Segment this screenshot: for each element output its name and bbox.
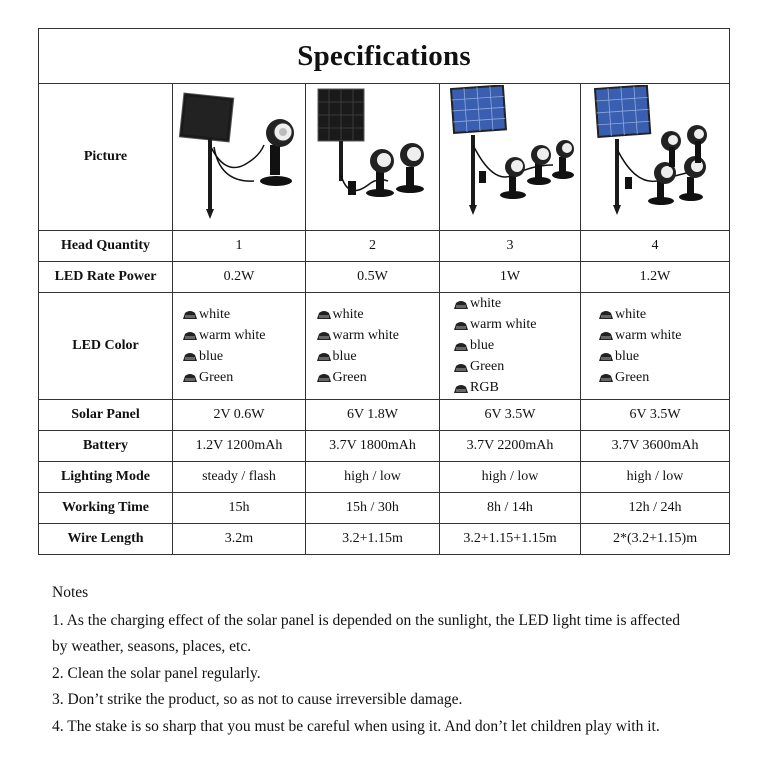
led-color-label: white: [332, 306, 364, 322]
led-color-label: white: [470, 296, 502, 311]
product-2-photo: [306, 84, 440, 231]
led-power-3: 1W: [440, 262, 581, 293]
solar-panel-3: 6V 3.5W: [440, 400, 581, 431]
battery-1: 1.2V 1200mAh: [173, 431, 306, 462]
lighting-mode-3: high / low: [440, 462, 581, 493]
led-color-label: blue: [332, 348, 357, 364]
lamp-icon: [453, 320, 469, 331]
led-color-label: warm white: [615, 327, 682, 343]
led-color-label: Green: [332, 369, 367, 385]
lamp-icon: [316, 351, 332, 362]
row-label-picture: Picture: [39, 84, 173, 231]
led-color-label: warm white: [470, 317, 537, 332]
product-1-photo: [173, 84, 306, 231]
working-time-4: 12h / 24h: [581, 493, 730, 524]
solar-panel-2: 6V 1.8W: [306, 400, 440, 431]
lighting-mode-4: high / low: [581, 462, 730, 493]
lamp-icon: [453, 341, 469, 352]
led-color-item: [598, 367, 718, 388]
led-power-1: 0.2W: [173, 262, 306, 293]
led-colors-4: [581, 293, 730, 400]
note-item-3: 3. Don’t strike the product, so as not to cause irreversible damage.: [52, 691, 463, 708]
led-color-item: [182, 304, 302, 325]
working-time-2: 15h / 30h: [306, 493, 440, 524]
led-color-item: [453, 357, 573, 378]
led-color-item: [182, 346, 302, 367]
lamp-icon: [598, 351, 614, 362]
product-1-image: [174, 85, 304, 225]
row-label-wire-length: Wire Length: [39, 524, 173, 555]
solar-panel-4: 6V 3.5W: [581, 400, 730, 431]
led-color-label: white: [199, 306, 231, 322]
lamp-icon: [316, 309, 332, 320]
solar-panel-1: 2V 0.6W: [173, 400, 306, 431]
working-time-3: 8h / 14h: [440, 493, 581, 524]
lamp-icon: [453, 362, 469, 373]
product-4-image: [585, 85, 725, 225]
led-color-item: [316, 304, 436, 325]
led-color-label: warm white: [199, 327, 266, 343]
note-item-1: 1. As the charging effect of the solar panel is depended on the sunlight, the LED light time is affected by weather, seasons, places, etc.: [52, 611, 681, 655]
led-color-label: Green: [615, 369, 650, 385]
battery-3: 3.7V 2200mAh: [440, 431, 581, 462]
led-color-item: [182, 325, 302, 346]
notes-title: Notes: [52, 584, 89, 601]
row-label-battery: Battery: [39, 431, 173, 462]
color-list: [176, 304, 302, 388]
wire-length-4: 2*(3.2+1.15)m: [581, 524, 730, 555]
working-time-1: 15h: [173, 493, 306, 524]
head-quantity-1: 1: [173, 231, 306, 262]
led-color-label: blue: [470, 338, 495, 353]
led-color-item: [316, 325, 436, 346]
row-label-working-time: Working Time: [39, 493, 173, 524]
wire-length-3: 3.2+1.15+1.15m: [440, 524, 581, 555]
led-power-4: 1.2W: [581, 262, 730, 293]
led-color-item: [598, 325, 718, 346]
page-title: Specifications: [297, 39, 471, 72]
wire-length-2: 3.2+1.15m: [306, 524, 440, 555]
lamp-icon: [453, 299, 469, 310]
lamp-icon: [182, 309, 198, 320]
led-color-item: [453, 336, 573, 357]
led-color-item: [453, 294, 573, 315]
led-power-2: 0.5W: [306, 262, 440, 293]
led-color-item: [453, 315, 573, 336]
head-quantity-2: 2: [306, 231, 440, 262]
lamp-icon: [182, 330, 198, 341]
lamp-icon: [453, 383, 469, 394]
led-colors-1: [173, 293, 306, 400]
lighting-mode-1: steady / flash: [173, 462, 306, 493]
row-label-head-quantity: Head Quantity: [39, 231, 173, 262]
lamp-icon: [598, 330, 614, 341]
notes-section: [52, 580, 692, 740]
led-color-label: blue: [199, 348, 224, 364]
led-color-label: Green: [199, 369, 234, 385]
note-item-2: 2. Clean the solar panel regularly.: [52, 664, 261, 682]
product-2-image: [308, 85, 438, 225]
product-3-image: [443, 85, 577, 225]
led-color-label: Green: [470, 359, 505, 374]
lamp-icon: [182, 351, 198, 362]
row-label-lighting-mode: Lighting Mode: [39, 462, 173, 493]
row-label-solar-panel: Solar Panel: [39, 400, 173, 431]
led-color-item: [598, 346, 718, 367]
led-colors-2: [306, 293, 440, 400]
led-color-item: [182, 367, 302, 388]
row-label-led-color: LED Color: [39, 293, 173, 400]
led-color-item: [316, 346, 436, 367]
note-item-4: 4. The stake is so sharp that you must be careful when using it. And don’t let children play with it.: [52, 717, 660, 735]
led-colors-3: [440, 293, 581, 400]
wire-length-1: 3.2m: [173, 524, 306, 555]
product-4-photo: [581, 84, 730, 231]
lamp-icon: [598, 372, 614, 383]
led-color-label: warm white: [332, 327, 399, 343]
lamp-icon: [316, 372, 332, 383]
led-color-label: blue: [615, 348, 640, 364]
spec-table: [38, 28, 730, 555]
led-color-item: [598, 304, 718, 325]
title-cell: [39, 29, 730, 84]
lamp-icon: [316, 330, 332, 341]
product-3-photo: [440, 84, 581, 231]
lamp-icon: [598, 309, 614, 320]
head-quantity-3: 3: [440, 231, 581, 262]
head-quantity-4: 4: [581, 231, 730, 262]
lighting-mode-2: high / low: [306, 462, 440, 493]
color-list: [592, 304, 718, 388]
lamp-icon: [182, 372, 198, 383]
led-color-label: RGB: [470, 380, 499, 395]
color-list: [447, 294, 573, 399]
row-label-led-rate-power: LED Rate Power: [39, 262, 173, 293]
battery-4: 3.7V 3600mAh: [581, 431, 730, 462]
led-color-item: [453, 378, 573, 399]
led-color-item: [316, 367, 436, 388]
battery-2: 3.7V 1800mAh: [306, 431, 440, 462]
led-color-label: white: [615, 306, 647, 322]
color-list: [310, 304, 436, 388]
